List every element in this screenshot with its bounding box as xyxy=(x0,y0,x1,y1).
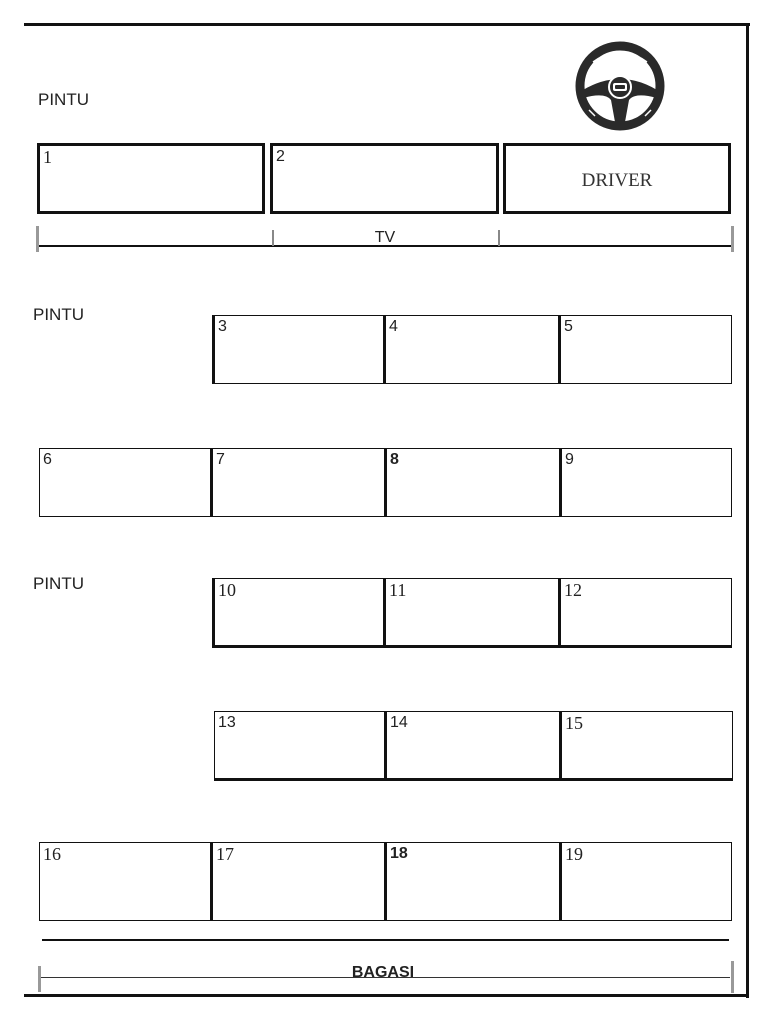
baggage-tick-right xyxy=(731,961,734,993)
door-label-middle: PINTU xyxy=(33,305,84,324)
seat-number: 12 xyxy=(564,580,582,600)
driver-label: DRIVER xyxy=(581,170,653,191)
seat-number: 16 xyxy=(43,844,61,864)
seat-6[interactable] xyxy=(39,448,213,517)
seat-11[interactable] xyxy=(383,578,560,648)
seat-2[interactable] xyxy=(270,143,499,214)
seat-number: 4 xyxy=(389,318,398,335)
seat-14[interactable] xyxy=(384,711,561,781)
tv-tick-mid-2 xyxy=(498,230,500,246)
seat-number: 6 xyxy=(43,451,52,468)
frame-right-border xyxy=(746,23,749,998)
seat-8[interactable] xyxy=(384,448,561,517)
seat-1[interactable] xyxy=(37,143,265,214)
seat-7[interactable] xyxy=(210,448,386,517)
frame-top-border xyxy=(24,23,750,26)
seat-number: 13 xyxy=(218,714,236,731)
tv-tick-right xyxy=(731,226,734,252)
seat-12[interactable] xyxy=(558,578,732,648)
driver-seat[interactable] xyxy=(503,143,731,214)
seat-number: 5 xyxy=(564,318,573,335)
seat-13[interactable] xyxy=(214,711,386,781)
baggage-top-line xyxy=(42,939,729,941)
steering-wheel-icon xyxy=(575,40,665,132)
frame-bottom-border xyxy=(24,994,749,997)
seat-number: 7 xyxy=(216,451,225,468)
seat-17[interactable] xyxy=(210,842,386,921)
seat-number: 11 xyxy=(389,580,407,600)
seat-4[interactable] xyxy=(383,315,560,384)
seat-number: 14 xyxy=(390,714,408,731)
tv-tick-left xyxy=(36,226,39,252)
tv-label: TV xyxy=(374,229,396,246)
seat-10[interactable] xyxy=(212,578,385,648)
seat-19[interactable] xyxy=(559,842,732,921)
seat-18[interactable] xyxy=(384,842,561,921)
seat-number: 1 xyxy=(43,147,52,167)
seat-5[interactable] xyxy=(558,315,732,384)
seat-3[interactable] xyxy=(212,315,385,384)
seat-9[interactable] xyxy=(559,448,732,517)
seat-number: 3 xyxy=(218,318,227,335)
seat-number: 17 xyxy=(216,844,234,864)
seat-number: 10 xyxy=(218,580,236,600)
seat-number: 8 xyxy=(390,451,399,468)
seat-number: 19 xyxy=(565,844,583,864)
baggage-tick-left xyxy=(38,966,41,992)
door-label-rear: PINTU xyxy=(33,574,84,593)
baggage-label: BAGASI xyxy=(351,964,415,981)
seat-number: 15 xyxy=(565,713,583,733)
door-label-front: PINTU xyxy=(38,90,89,109)
seat-number: 2 xyxy=(276,148,285,165)
seat-15[interactable] xyxy=(559,711,733,781)
seat-number: 9 xyxy=(565,451,574,468)
seat-16[interactable] xyxy=(39,842,213,921)
seat-number: 18 xyxy=(390,845,408,862)
